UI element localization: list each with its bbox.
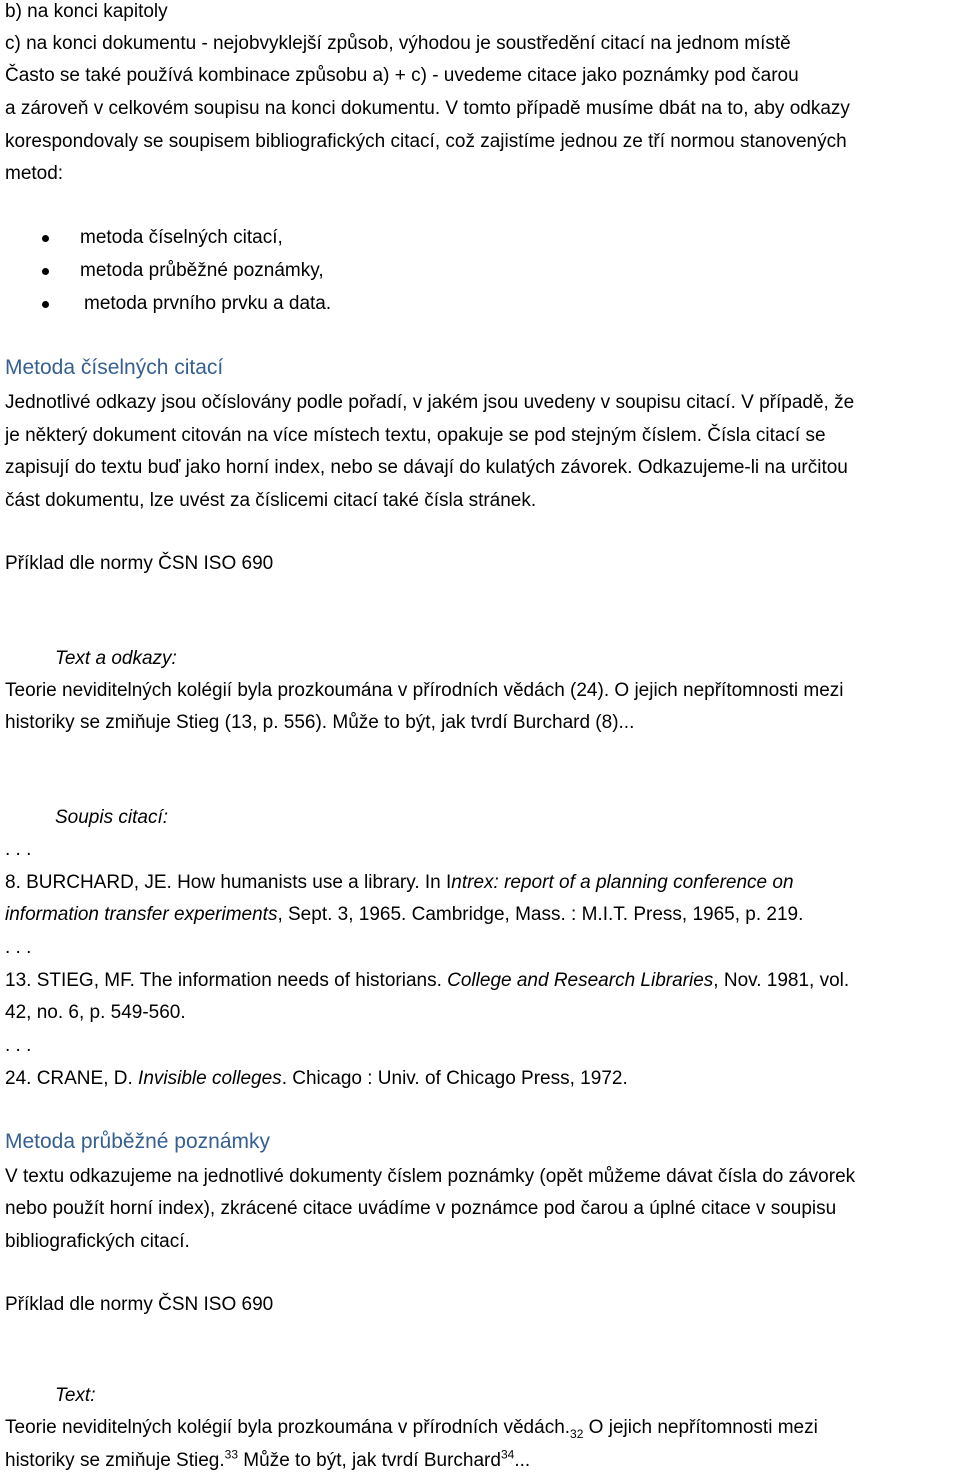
section-heading: Metoda průběžné poznámky: [5, 1130, 270, 1153]
paragraph-line: část dokumentu, lze uvést za číslicemi citací také čísla stránek.: [5, 490, 537, 511]
reference-line: [5, 871, 794, 895]
text-run: historiky se zmiňuje Stieg.: [5, 1450, 225, 1471]
example-text-line: [5, 1449, 530, 1473]
ref-text: 24. CRANE, D.: [5, 1068, 139, 1089]
section-heading: Metoda číselných citací: [5, 356, 224, 379]
intro-line-5: korespondovaly se soupisem bibliografických citací, což zajistíme jednou ze tří normou stanovených: [5, 131, 847, 152]
list-label: Soupis citací:: [55, 807, 168, 828]
text-run: Teorie neviditelných kolégií byla prozkoumána v přírodních vědách.: [5, 1417, 571, 1438]
intro-line-2: c) na konci dokumentu - nejobvyklejší způsob, výhodou je soustředění citací na jednom místě: [5, 33, 791, 54]
ref-italic: Invisible colleges: [138, 1068, 282, 1089]
ref-italic: information transfer experiments: [5, 904, 278, 925]
ellipsis: . . .: [5, 937, 32, 958]
footnote-number: 34: [500, 1447, 515, 1462]
paragraph-line: Jednotlivé odkazy jsou očíslovány podle pořadí, v jakém jsou uvedeny v soupisu citací. V případě, že: [5, 392, 855, 413]
bullet-icon: [42, 301, 49, 308]
reference-line: [5, 903, 803, 927]
text-run: Může to být, jak tvrdí Burchard: [238, 1450, 501, 1471]
ref-text: 8. BURCHARD, JE. How humanists use a library. In I: [5, 872, 452, 893]
example-text-line: historiky se zmiňuje Stieg (13, p. 556). Může to být, jak tvrdí Burchard (8)...: [5, 712, 635, 733]
example-text-line: Teorie neviditelných kolégií byla prozkoumána v přírodních vědách (24). O jejich nepřítomnosti mezi: [5, 680, 844, 701]
footnote-number: 33: [224, 1447, 239, 1462]
reference-line: 42, no. 6, p. 549-560.: [5, 1002, 186, 1023]
method-item: metoda prvního prvku a data.: [84, 293, 332, 314]
method-item: metoda číselných citací,: [80, 227, 283, 248]
intro-line-6: metod:: [5, 163, 64, 184]
ref-text: , Nov. 1981, vol.: [713, 970, 850, 991]
intro-line-1: b) na konci kapitoly: [5, 1, 168, 22]
reference-line: [5, 969, 849, 993]
bullet-icon: [42, 268, 49, 275]
method-item: metoda průběžné poznámky,: [80, 260, 324, 281]
ellipsis: . . .: [5, 1035, 32, 1056]
example-caption: Příklad dle normy ČSN ISO 690: [5, 553, 274, 574]
ref-text: , Sept. 3, 1965. Cambridge, Mass. : M.I.T. Press, 1965, p. 219.: [277, 904, 804, 925]
text-run: O jejich nepřítomnosti mezi: [583, 1417, 818, 1438]
ref-text: . Chicago : Univ. of Chicago Press, 1972.: [281, 1068, 628, 1089]
intro-line-3: Často se také používá kombinace způsobu a) + c) - uvedeme citace jako poznámky pod čarou: [5, 65, 799, 86]
paragraph-line: nebo použít horní index), zkrácené citace uvádíme v poznámce pod čarou a úplné citace v soupisu: [5, 1198, 837, 1219]
footnote-number: 32: [570, 1426, 584, 1441]
paragraph-line: V textu odkazujeme na jednotlivé dokumenty číslem poznámky (opět můžeme dávat čísla do závorek: [5, 1166, 856, 1187]
ref-italic: ntrex: report of a planning conference on: [451, 872, 794, 893]
intro-line-4: a zároveň v celkovém soupisu na konci dokumentu. V tomto případě musíme dbát na to, aby odkazy: [5, 98, 850, 119]
text-run: ...: [514, 1450, 531, 1471]
paragraph-line: zapisují do textu buď jako horní index, nebo se dávají do kulatých závorek. Odkazujeme-li na určitou: [5, 457, 848, 478]
text-label: Text:: [55, 1385, 96, 1406]
example-text-line: [5, 1416, 818, 1440]
reference-line: [5, 1067, 628, 1091]
ref-text: 13. STIEG, MF. The information needs of historians.: [5, 970, 448, 991]
bullet-icon: [42, 235, 49, 242]
ellipsis: . . .: [5, 839, 32, 860]
example-caption: Příklad dle normy ČSN ISO 690: [5, 1294, 274, 1315]
text-label: Text a odkazy:: [55, 648, 177, 669]
ref-italic: College and Research Libraries: [447, 970, 714, 991]
paragraph-line: je některý dokument citován na více místech textu, opakuje se pod stejným číslem. Čísla citací se: [5, 425, 826, 446]
paragraph-line: bibliografických citací.: [5, 1231, 190, 1252]
